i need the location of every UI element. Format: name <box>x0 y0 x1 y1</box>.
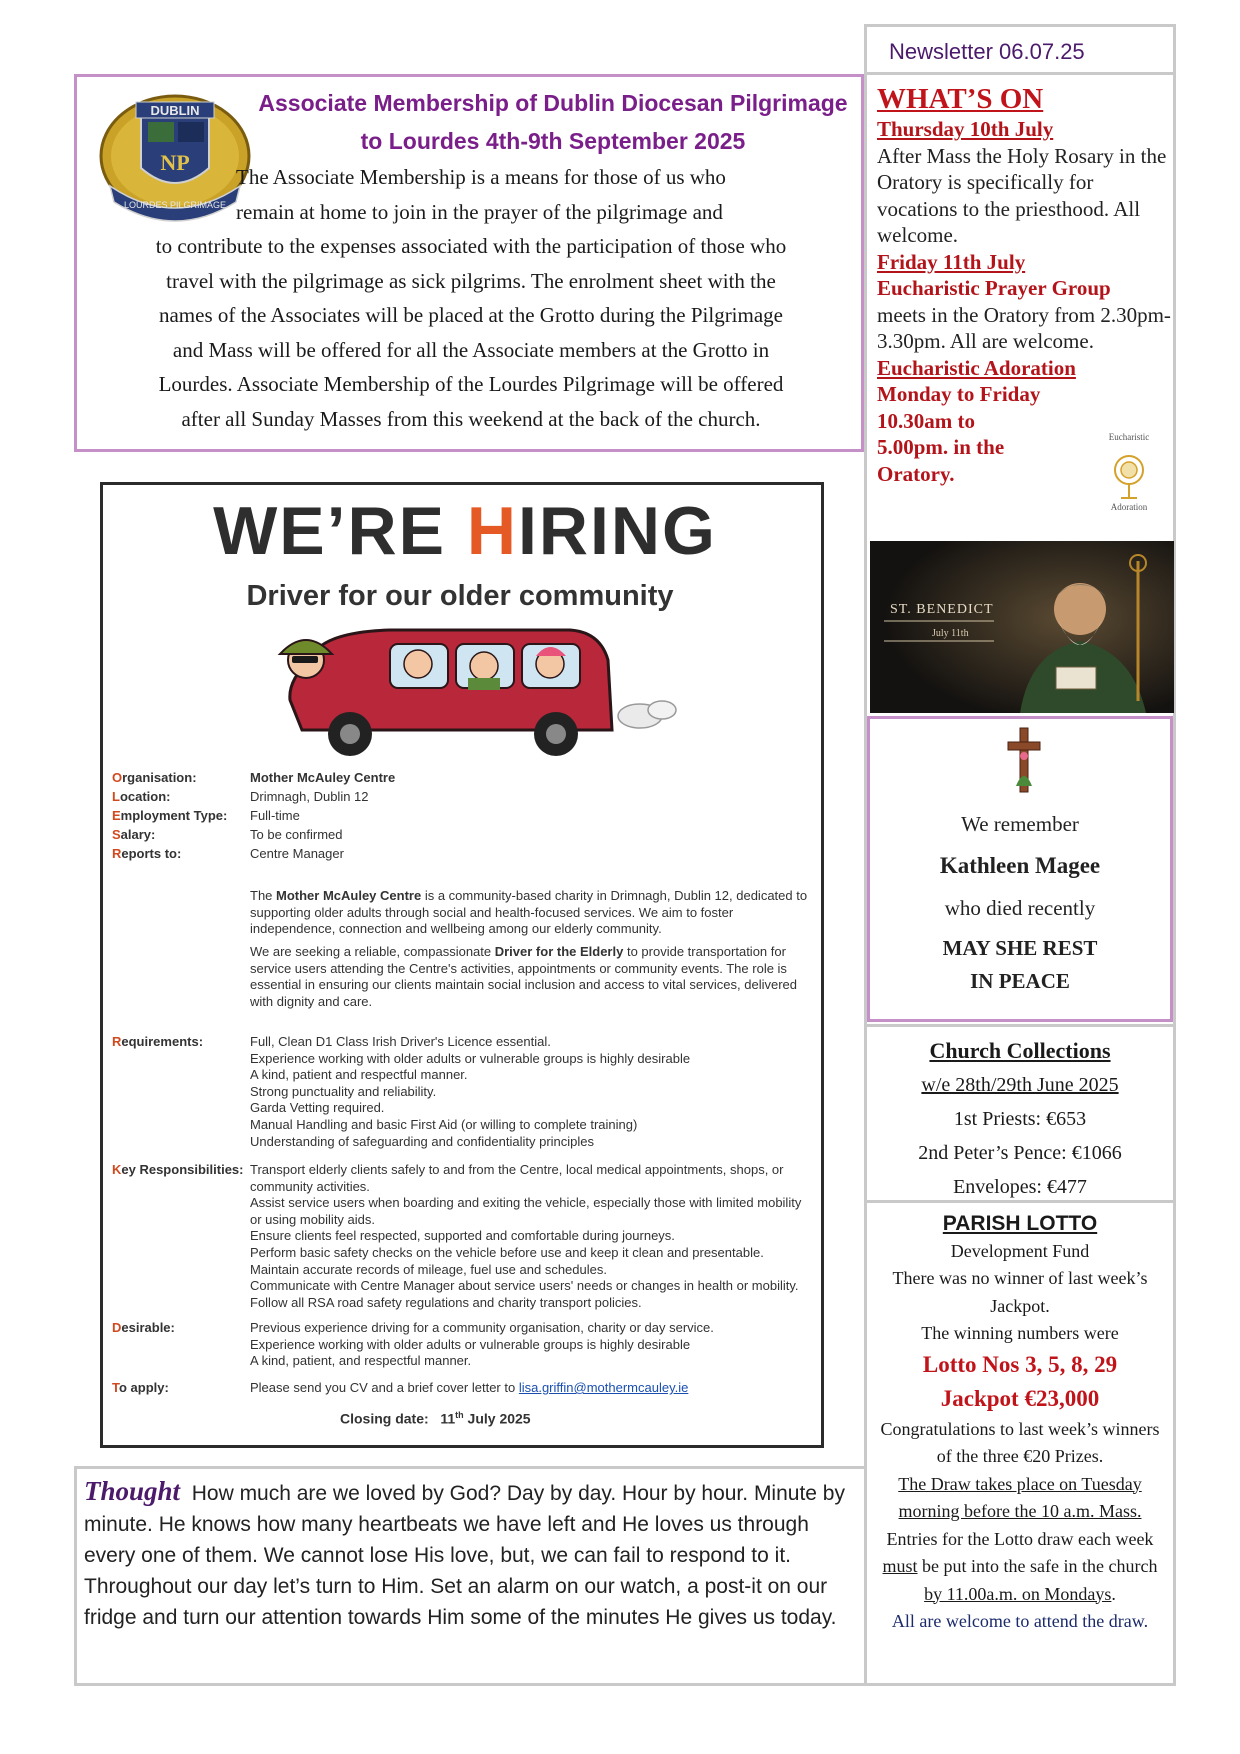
eucharistic-adoration-icon <box>1100 430 1158 512</box>
responsibility-item: or using mobility aids. <box>250 1211 375 1227</box>
requirement-item: Understanding of safeguarding and confidentiality principles <box>250 1133 594 1149</box>
responsibility-item: Follow all RSA road safety regulations and charity transport policies. <box>250 1294 642 1310</box>
field-label-text: mployment Type: <box>120 808 228 823</box>
field-label-initial: E <box>112 808 121 823</box>
lotto-title: PARISH LOTTO <box>942 1212 1098 1235</box>
responsibilities-label <box>112 1162 248 1177</box>
svg-text:DUBLIN: DUBLIN <box>150 103 200 118</box>
responsibility-item: community activities. <box>250 1178 370 1194</box>
collections-envelopes: Envelopes: €477 <box>953 1176 1087 1198</box>
responsibility-item: Maintain accurate records of mileage, fuel use and schedules. <box>250 1261 607 1277</box>
requirement-item: A kind, patient and respectful manner. <box>250 1067 468 1083</box>
adoration-line3: 5.00pm. in the <box>877 435 1005 459</box>
intro2-text-b: to provide transportation for service users attending the Centre's activities, appointments or community events. The role is essential in ensuring our clients maintain social inclusion and access to vital services, delivered with dignity and care. <box>250 944 797 1009</box>
hiring-title-part1: WE’RE <box>213 493 467 569</box>
field-label <box>112 846 248 861</box>
thursday-text: After Mass the Holy Rosary in the Oratory is specifically for vocations to the priesthood. All welcome. <box>877 143 1167 247</box>
apply-email-link[interactable]: lisa.griffin@mothermcauley.ie <box>518 1380 689 1395</box>
field-label <box>112 827 248 842</box>
field-value: Centre Manager <box>250 846 344 861</box>
minibus-illustration <box>240 620 680 766</box>
field-label-text: eports to: <box>121 846 182 861</box>
desirable-initial: D <box>112 1320 122 1335</box>
lotto-draw-time: The Draw takes place on Tuesday morning before the 10 a.m. Mass. <box>898 1473 1142 1521</box>
apply-initial: T <box>112 1380 119 1395</box>
associate-body-line: names of the Associates will be placed at the Grotto during the Pilgrimage <box>158 303 783 327</box>
adoration-line2: 10.30am to <box>877 408 975 433</box>
apply-text <box>250 1380 810 1395</box>
requirement-item: Manual Handling and basic First Aid (or willing to complete training) <box>250 1116 638 1132</box>
collections-first: 1st Priests: €653 <box>953 1108 1087 1130</box>
responsibilities-initial: K <box>112 1162 122 1177</box>
flyer-intro-1 <box>250 888 810 938</box>
field-value: Full-time <box>250 808 300 823</box>
field-value: Drimnagh, Dublin 12 <box>250 789 369 804</box>
field-label <box>112 808 248 823</box>
field-label-initial: R <box>112 846 122 861</box>
intro1-text-a: The <box>250 888 277 903</box>
svg-text:NP: NP <box>160 150 190 175</box>
field-label <box>112 770 248 785</box>
lotto-text <box>872 1210 1168 1636</box>
requirements-initial: R <box>112 1034 122 1049</box>
desirable-list <box>250 1320 810 1370</box>
closing-rest: July 2025 <box>463 1410 531 1427</box>
adoration-heading: Eucharistic Adoration <box>877 355 1076 380</box>
lotto-must: must <box>882 1556 918 1576</box>
friday-group: Eucharistic Prayer Group <box>877 276 1111 300</box>
st-benedict-date: July 11th <box>932 628 969 639</box>
whats-on-section <box>877 82 1172 487</box>
thursday-heading: Thursday 10th July <box>877 117 1054 141</box>
field-label-text: rganisation: <box>122 770 197 785</box>
associate-title <box>258 84 848 160</box>
svg-text:LOURDES PILGRIMAGE: LOURDES PILGRIMAGE <box>123 200 227 210</box>
thought-label: Thought <box>84 1476 181 1506</box>
responsibility-item: Assist service users when boarding and exiting the vehicle, especially those with limited mobility <box>250 1195 802 1211</box>
associate-title-line2: to Lourdes 4th-9th September 2025 <box>360 128 746 154</box>
responsibility-item: Perform basic safety checks on the vehicle before use and keep it clean and presentable. <box>250 1244 764 1260</box>
closing-label: Closing date: <box>340 1410 429 1427</box>
responsibilities-list <box>250 1162 810 1311</box>
lotto-jackpot: Jackpot €23,000 <box>940 1385 1100 1411</box>
responsibility-item: Communicate with Centre Manager about service users' needs or changes in health or mobility. <box>250 1278 799 1294</box>
lotto-fund: Development Fund <box>950 1240 1090 1261</box>
desirable-label <box>112 1320 248 1335</box>
friday-text: meets in the Oratory from 2.30pm-3.30pm. All are welcome. <box>877 302 1171 353</box>
desirable-item: Previous experience driving for a community organisation, charity or day service. <box>250 1320 714 1335</box>
lotto-welcome: All are welcome to attend the draw. <box>891 1611 1149 1631</box>
svg-text:Adoration: Adoration <box>1110 502 1148 512</box>
requirement-item: Experience working with older adults or vulnerable groups is highly desirable <box>250 1050 691 1066</box>
remember-line1: We remember <box>961 812 1079 836</box>
associate-body-line: The Associate Membership is a means for those of us who <box>236 165 726 189</box>
whats-on-title: WHAT’S ON <box>877 83 1044 115</box>
collections-text <box>872 1034 1168 1204</box>
remember-line3: MAY SHE REST <box>942 936 1098 960</box>
apply-label <box>112 1380 248 1395</box>
desirable-item: A kind, patient, and respectful manner. <box>250 1353 472 1369</box>
remember-line2: who died recently <box>944 896 1096 920</box>
st-benedict-title: ST. BENEDICT <box>890 602 994 617</box>
associate-body-line: to contribute to the expenses associated with the participation of those who <box>155 234 787 258</box>
closing-date <box>340 1410 640 1427</box>
field-label-text: alary: <box>120 827 156 842</box>
requirement-item: Full, Clean D1 Class Irish Driver's Licence essential. <box>250 1034 551 1049</box>
collections-week: w/e 28th/29th June 2025 <box>921 1074 1119 1096</box>
svg-text:Eucharistic: Eucharistic <box>1108 432 1150 442</box>
adoration-line4: Oratory. <box>877 461 955 486</box>
associate-body-line: Lourdes. Associate Membership of the Lourdes Pilgrimage will be offered <box>158 372 784 396</box>
adoration-line1: Monday to Friday <box>877 382 1041 406</box>
lotto-entries-a: Entries for the Lotto draw each week <box>886 1528 1154 1549</box>
intro1-text-b: is a community-based charity in Drimnagh, Dublin 12, dedicated to supporting older adults through social and health-focused services. We aim to foster independence, connection and wellbeing among our elderly community. <box>250 888 808 936</box>
lotto-numbers: Lotto Nos 3, 5, 8, 29 <box>922 1351 1118 1377</box>
requirement-item: Garda Vetting required. <box>250 1100 385 1116</box>
lotto-period: . <box>1111 1583 1116 1604</box>
desirable-label-text: esirable: <box>121 1320 175 1335</box>
responsibilities-label-text: ey Responsibilities: <box>121 1162 244 1177</box>
intro1-bold: Mother McAuley Centre <box>276 888 422 903</box>
lotto-draw-info <box>872 1471 1168 1609</box>
hiring-subtitle: Driver for our older community <box>246 580 674 612</box>
friday-heading: Friday 11th July <box>877 249 1026 274</box>
lotto-congrats: Congratulations to last week’s winners of the three €20 Prizes. <box>880 1418 1160 1466</box>
collections-second: 2nd Peter’s Pence: €1066 <box>918 1142 1122 1164</box>
associate-body-line: after all Sunday Masses from this weekend at the back of the church. <box>181 406 761 431</box>
field-label <box>112 789 248 804</box>
hiring-title-part2: IRING <box>518 493 717 569</box>
closing-suffix: th <box>455 1410 464 1420</box>
requirement-item: Strong punctuality and reliability. <box>250 1083 437 1099</box>
intro2-bold: Driver for the Elderly <box>494 944 624 959</box>
associate-body-line: travel with the pilgrimage as sick pilgrims. The enrolment sheet with the <box>166 268 776 293</box>
associate-body <box>86 160 856 436</box>
requirements-list <box>250 1034 810 1150</box>
responsibility-item: Transport elderly clients safely to and from the Centre, local medical appointments, shops, or <box>250 1162 784 1177</box>
field-label-text: ocation: <box>119 789 171 804</box>
requirements-label-text: equirements: <box>121 1034 204 1049</box>
apply-text-body: Please send you CV and a brief cover letter to <box>250 1380 519 1395</box>
field-label-initial: O <box>112 770 123 785</box>
collections-title: Church Collections <box>929 1038 1111 1063</box>
intro2-text-a: We are seeking a reliable, compassionate <box>250 944 495 959</box>
lotto-deadline: by 11.00a.m. on Mondays <box>924 1583 1112 1604</box>
field-label-initial: L <box>112 789 120 804</box>
lotto-entries-b: be put into the safe in the church <box>917 1556 1158 1576</box>
thought-body: How much are we loved by God? Day by day. Hour by hour. Minute by minute. He knows how many heartbeats we have left and He loves us through every one of them. We cannot lose His love, but, we can fail to respond to it. Throughout our day let’s turn to Him. Set an alarm on our watch, a post-it on our fridge and turn our attention towards Him some of the minutes He gives us today. <box>84 1482 845 1629</box>
associate-title-line1: Associate Membership of Dublin Diocesan Pilgrimage <box>258 90 848 116</box>
remember-line4: IN PEACE <box>970 969 1070 993</box>
associate-body-line: remain at home to join in the prayer of the pilgrimage and <box>236 199 723 224</box>
field-value: To be confirmed <box>250 827 343 842</box>
closing-day: 11 <box>440 1410 456 1427</box>
hiring-title <box>160 492 770 570</box>
st-benedict-illustration <box>870 541 1174 713</box>
remember-name: Kathleen Magee <box>939 853 1101 878</box>
thought-text <box>84 1476 864 1633</box>
requirements-label <box>112 1034 248 1049</box>
field-label-initial: S <box>112 827 121 842</box>
newsletter-date: Newsletter 06.07.25 <box>867 27 1173 75</box>
lotto-winning: The winning numbers were <box>921 1323 1119 1343</box>
field-value: Mother McAuley Centre <box>250 770 396 785</box>
associate-body-lines <box>86 160 856 436</box>
associate-body-line: and Mass will be offered for all the Associate members at the Grotto in <box>172 337 770 362</box>
remembrance-text <box>872 804 1168 996</box>
desirable-item: Experience working with older adults or vulnerable groups is highly desirable <box>250 1336 691 1352</box>
cross-icon <box>1004 726 1044 794</box>
hiring-title-h: H <box>466 493 518 569</box>
responsibility-item: Ensure clients feel respected, supported and comfortable during journeys. <box>250 1228 675 1244</box>
st-benedict-image <box>870 541 1174 713</box>
flyer-intro-2 <box>250 944 810 1010</box>
lotto-no-winner: There was no winner of last week’s Jackpot. <box>892 1268 1148 1316</box>
apply-label-text: o apply: <box>118 1380 169 1395</box>
